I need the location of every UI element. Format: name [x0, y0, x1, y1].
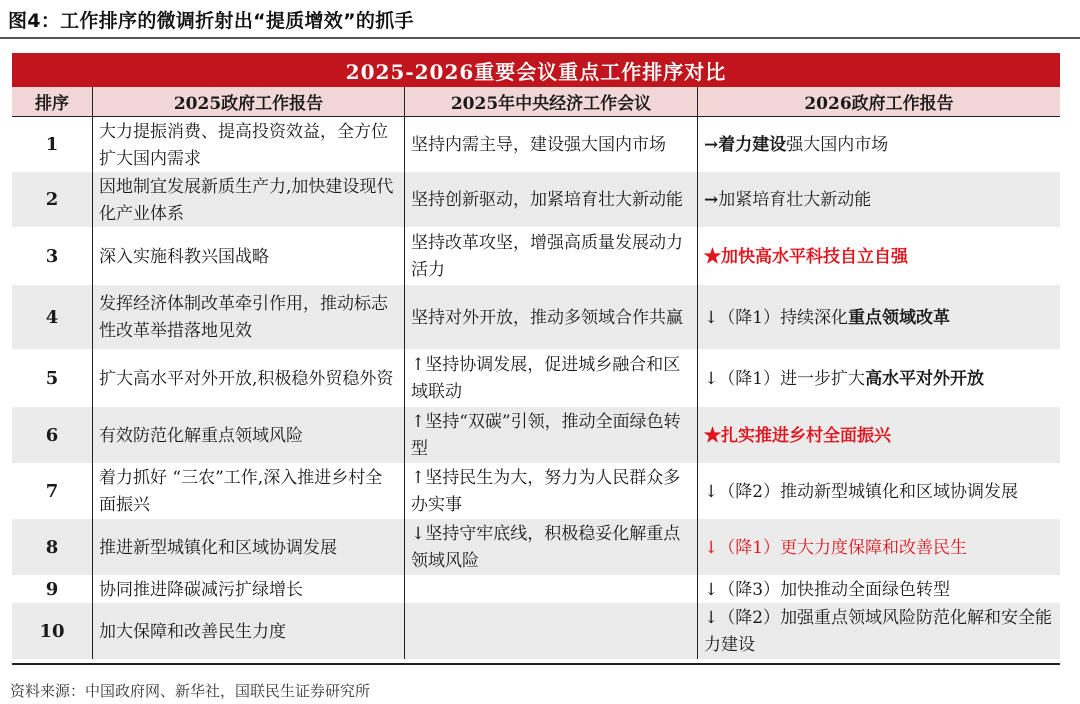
gov2025-cell: 加大保障和改善民生力度 — [92, 603, 404, 659]
rank-cell: 2 — [45, 189, 59, 210]
table-row — [12, 285, 1060, 349]
gov2025-cell: 因地制宜发展新质生产力,加快建设现代化产业体系 — [92, 172, 404, 227]
gov2026-cell: ↓（降2）加强重点领域风险防范化解和安全能力建设 — [697, 603, 1060, 659]
cewc2025-cell: 坚持改革攻坚，增强高质量发展动力活力 — [404, 227, 697, 285]
header-rank: 排序 — [35, 94, 69, 114]
gov2025-cell: 深入实施科教兴国战略 — [92, 227, 404, 285]
cewc2025-cell: 坚持对外开放，推动多领域合作共赢 — [404, 285, 697, 349]
gov2025-cell: 发挥经济体制改革牵引作用，推动标志性改革举措落地见效 — [92, 285, 404, 349]
title-divider — [0, 37, 1080, 39]
rank-cell: 7 — [45, 480, 59, 502]
gov2025-cell: 有效防范化解重点领域风险 — [92, 407, 404, 463]
header-gov-2026: 2026政府工作报告 — [697, 87, 1060, 116]
figure-title: 图4：工作排序的微调折射出“提质增效”的抓手 — [8, 10, 414, 32]
source-note: 资料来源：中国政府网、新华社，国联民生证券研究所 — [10, 682, 371, 700]
rank-cell: 1 — [45, 134, 59, 155]
table-title: 2025-2026重要会议重点工作排序对比 — [12, 53, 1060, 87]
cewc2025-cell — [404, 575, 697, 603]
gov2026-cell: →着力建设强大国内市场 — [697, 117, 1060, 172]
rank-cell: 4 — [45, 306, 59, 328]
comparison-table — [12, 53, 1060, 659]
cewc2025-cell: ↑坚持民生为大，努力为人民群众多办实事 — [404, 463, 697, 519]
rank-cell: 10 — [39, 620, 65, 642]
rank-cell: 8 — [45, 536, 59, 558]
gov2026-cell: ★加快高水平科技自立自强 — [697, 227, 1060, 285]
rank-cell: 6 — [45, 424, 59, 446]
gov2025-cell: 推进新型城镇化和区域协调发展 — [92, 519, 404, 575]
gov2026-cell: →加紧培育壮大新动能 — [697, 172, 1060, 227]
gov2025-cell: 扩大高水平对外开放,积极稳外贸稳外资 — [92, 349, 404, 407]
header-gov-2025: 2025政府工作报告 — [92, 87, 404, 116]
table-row — [12, 407, 1060, 463]
gov2026-cell: ↓（降1）更大力度保障和改善民生 — [697, 519, 1060, 575]
table-bottom-rule — [12, 663, 1060, 665]
table-row — [12, 349, 1060, 407]
cewc2025-cell: 坚持创新驱动，加紧培育壮大新动能 — [404, 172, 697, 227]
star-icon: ★ — [704, 425, 721, 446]
gov2025-cell: 协同推进降碳减污扩绿增长 — [92, 575, 404, 603]
rank-cell: 3 — [45, 245, 59, 267]
rank-cell: 9 — [45, 578, 59, 600]
cewc2025-cell — [404, 603, 697, 659]
star-icon: ★ — [704, 246, 721, 267]
table-row — [12, 172, 1060, 227]
gov2025-cell: 大力提振消费、提高投资效益，全方位扩大国内需求 — [92, 117, 404, 172]
table-row — [12, 117, 1060, 172]
gov2026-cell: ★扎实推进乡村全面振兴 — [697, 407, 1060, 463]
gov2026-cell: ↓（降2）推动新型城镇化和区域协调发展 — [697, 463, 1060, 519]
gov2026-cell: ↓（降1）持续深化重点领域改革 — [697, 285, 1060, 349]
cewc2025-cell: ↑坚持协调发展，促进城乡融合和区域联动 — [404, 349, 697, 407]
gov2025-cell: 着力抓好 “三农”工作,深入推进乡村全面振兴 — [92, 463, 404, 519]
gov2026-cell: ↓（降1）进一步扩大高水平对外开放 — [697, 349, 1060, 407]
gov2026-cell: ↓（降3）加快推动全面绿色转型 — [697, 575, 1060, 603]
cewc2025-cell: ↑坚持“双碳”引领，推动全面绿色转型 — [404, 407, 697, 463]
cewc2025-cell: ↓坚持守牢底线，积极稳妥化解重点领域风险 — [404, 519, 697, 575]
table-row — [12, 603, 1060, 659]
rank-cell: 5 — [45, 367, 59, 389]
cewc2025-cell: 坚持内需主导，建设强大国内市场 — [404, 117, 697, 172]
table-row — [12, 227, 1060, 285]
table-header — [12, 87, 1060, 117]
table-row — [12, 463, 1060, 519]
table-row — [12, 519, 1060, 575]
header-cewc-2025: 2025年中央经济工作会议 — [404, 87, 697, 116]
table-row — [12, 575, 1060, 603]
